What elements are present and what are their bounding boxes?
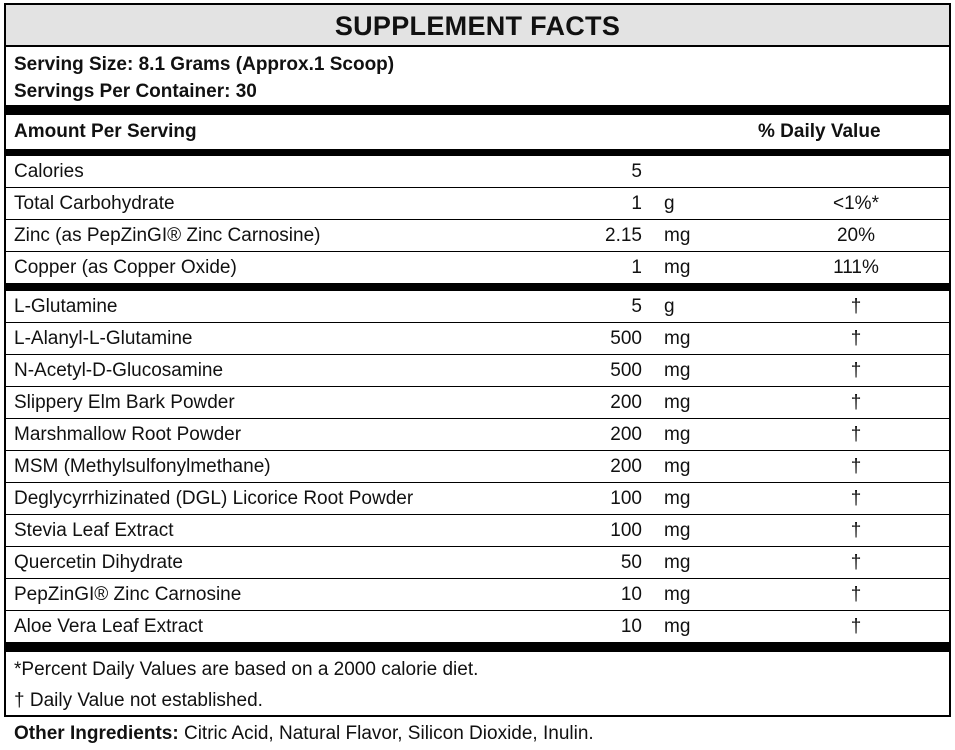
table-row <box>6 252 949 283</box>
row-daily-value: † <box>850 392 862 413</box>
daily-value-header: % Daily Value <box>758 121 881 142</box>
row-unit: mg <box>664 424 691 445</box>
row-name: L-Alanyl-L-Glutamine <box>14 328 193 349</box>
row-daily-value: † <box>850 424 862 445</box>
table-row <box>6 611 949 642</box>
row-unit: mg <box>664 360 691 381</box>
other-ingredients <box>14 717 594 750</box>
row-unit: g <box>664 296 675 317</box>
table-row <box>6 483 949 515</box>
row-name: Total Carbohydrate <box>14 193 175 214</box>
row-daily-value: † <box>850 584 862 605</box>
row-name: MSM (Methylsulfonylmethane) <box>14 456 271 477</box>
row-name: Marshmallow Root Powder <box>14 424 242 445</box>
row-unit: mg <box>664 520 691 541</box>
thick-divider <box>6 283 949 291</box>
row-daily-value: † <box>850 296 862 317</box>
table-row <box>6 419 949 451</box>
table-row <box>6 515 949 547</box>
row-name: Stevia Leaf Extract <box>14 520 174 541</box>
row-unit: mg <box>664 584 691 605</box>
row-name: PepZinGI® Zinc Carnosine <box>14 584 242 605</box>
row-daily-value: † <box>850 456 862 477</box>
row-amount: 2.15 <box>605 225 642 246</box>
row-name: Copper (as Copper Oxide) <box>14 257 237 278</box>
row-name: L-Glutamine <box>14 296 118 317</box>
row-amount: 200 <box>610 392 642 413</box>
table-row <box>6 547 949 579</box>
row-name: N-Acetyl-D-Glucosamine <box>14 360 224 381</box>
row-unit: mg <box>664 456 691 477</box>
supplement-facts-panel <box>4 3 951 717</box>
thick-divider <box>6 642 949 652</box>
table-row <box>6 291 949 323</box>
table-row <box>6 188 949 220</box>
row-daily-value: † <box>850 552 862 573</box>
row-unit: mg <box>664 488 691 509</box>
row-name: Zinc (as PepZinGI® Zinc Carnosine) <box>14 225 321 246</box>
row-amount: 1 <box>631 193 642 214</box>
row-daily-value: † <box>850 616 862 637</box>
other-ingredients-label: Other Ingredients: <box>14 723 179 744</box>
row-amount: 1 <box>631 257 642 278</box>
table-row <box>6 451 949 483</box>
row-unit: mg <box>664 328 691 349</box>
column-header <box>6 115 949 149</box>
footnotes <box>6 652 949 716</box>
row-daily-value: † <box>850 488 862 509</box>
row-unit: mg <box>664 257 691 278</box>
table-row <box>6 323 949 355</box>
table-row <box>6 156 949 188</box>
nutrient-list <box>6 156 949 283</box>
row-unit: mg <box>664 392 691 413</box>
row-daily-value: 20% <box>836 225 876 246</box>
row-daily-value: † <box>850 520 862 541</box>
serving-info <box>6 47 949 105</box>
row-amount: 5 <box>631 296 642 317</box>
row-daily-value: † <box>850 360 862 381</box>
row-daily-value: <1%* <box>833 193 879 214</box>
row-name: Calories <box>14 161 84 182</box>
row-amount: 100 <box>610 488 642 509</box>
table-row <box>6 220 949 252</box>
thick-divider <box>6 149 949 156</box>
row-unit: g <box>664 193 675 214</box>
thick-divider <box>6 105 949 115</box>
panel-title: SUPPLEMENT FACTS <box>6 5 949 45</box>
row-name: Quercetin Dihydrate <box>14 552 183 573</box>
row-name: Slippery Elm Bark Powder <box>14 392 235 413</box>
row-amount: 50 <box>620 552 642 573</box>
row-amount: 10 <box>620 616 642 637</box>
row-unit: mg <box>664 225 691 246</box>
row-unit: mg <box>664 616 691 637</box>
row-name: Deglycyrrhizinated (DGL) Licorice Root Powder <box>14 488 414 509</box>
row-daily-value: 111% <box>833 257 879 278</box>
row-unit: mg <box>664 552 691 573</box>
amount-per-serving-header: Amount Per Serving <box>14 121 197 142</box>
table-row <box>6 355 949 387</box>
row-amount: 200 <box>610 456 642 477</box>
other-ingredients-text: Citric Acid, Natural Flavor, Silicon Dioxide, Inulin. <box>178 723 594 744</box>
servings-per-container: Servings Per Container: 30 <box>14 81 257 102</box>
row-amount: 5 <box>631 161 642 182</box>
dagger-note: † Daily Value not established. <box>14 690 263 711</box>
table-row <box>6 579 949 611</box>
percent-daily-value-note: *Percent Daily Values are based on a 2000 calorie diet. <box>14 659 479 680</box>
row-daily-value: † <box>850 328 862 349</box>
row-amount: 500 <box>610 328 642 349</box>
ingredient-list <box>6 291 949 642</box>
row-amount: 100 <box>610 520 642 541</box>
row-amount: 10 <box>620 584 642 605</box>
table-row <box>6 387 949 419</box>
row-name: Aloe Vera Leaf Extract <box>14 616 204 637</box>
serving-size: Serving Size: 8.1 Grams (Approx.1 Scoop) <box>14 54 395 75</box>
row-amount: 200 <box>610 424 642 445</box>
row-amount: 500 <box>610 360 642 381</box>
